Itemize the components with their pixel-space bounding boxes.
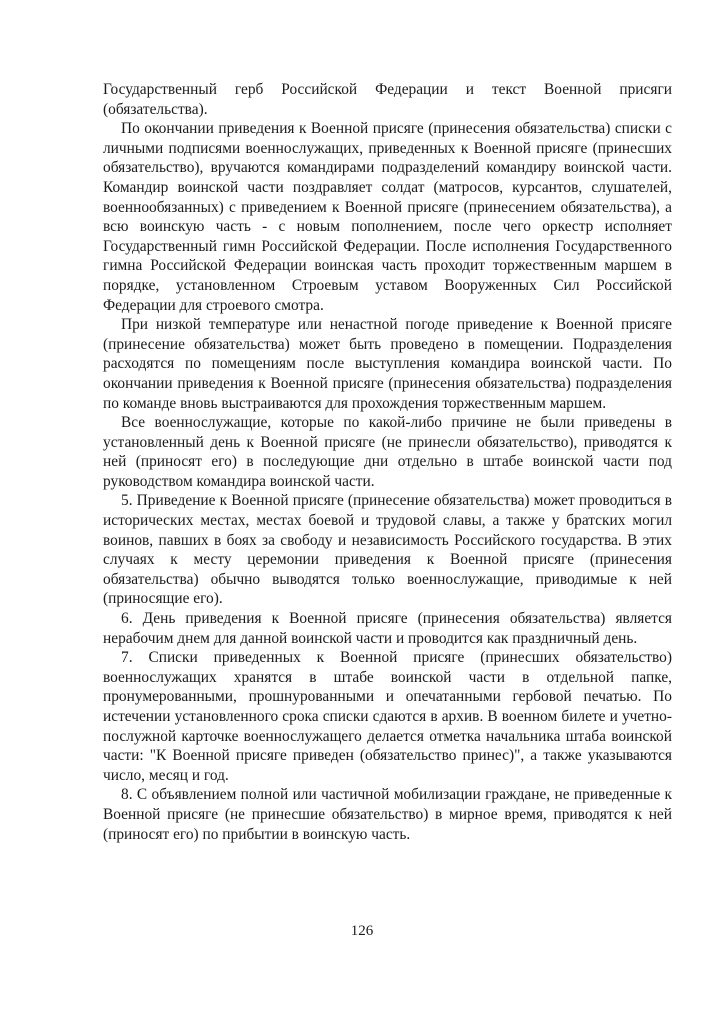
paragraph: При низкой температуре или ненастной погоде приведение к Военной присяге (принесение обязательства) может быть проведено в помещении. Подразделения расходятся по помещениям после выступления командира воинской части. По окончании приведения к Военной присяге (принесения обязательства) подразделения по команде вновь выстраиваются для прохождения торжественным маршем.	[103, 316, 672, 412]
paragraph: Все военнослужащие, которые по какой-либо причине не были приведены в установленный день к Военной присяге (не принесли обязательство), приводятся к ней (приносят его) в последующие дни отдельно в штабе воинской части под руководством командира воинской части.	[103, 414, 672, 490]
paragraph: По окончании приведения к Военной присяге (принесения обязательства) списки с личными подписями военнослужащих, приведенных к Военной присяге (принесших обязательство), вручаются командирами подразделений командиру воинской части. Командир воинской части поздравляет солдат (матросов, курсантов, слушателей, военнообязанных) с приведением к Военной присяге (принесением обязательства), а всю воинскую часть - с новым пополнением, после чего оркестр исполняет Государственный гимн Российской Федерации. После исполнения Государственного гимна Российской Федерации воинская часть проходит торжественным маршем в порядке, установленном Строевым уставом Вооруженных Сил Российской Федерации для строевого смотра.	[103, 120, 672, 314]
page-number: 126	[350, 923, 374, 939]
paragraph-item-8: 8. С объявлением полной или частичной мобилизации граждане, не приведенные к Военной присяге (не принесшие обязательство) в мирное время, приводятся к ней (приносят его) по прибытии в воинскую часть.	[103, 786, 672, 843]
paragraph-item-5: 5. Приведение к Военной присяге (принесение обязательства) может проводиться в исторических местах, местах боевой и трудовой славы, а также у братских могил воинов, павших в боях за свободу и независимость Российского государства. В этих случаях к месту церемонии приведения к Военной присяге (принесения обязательства) обычно выводятся только военнослужащие, приводимые к ней (приносящие его).	[103, 492, 672, 608]
paragraph-item-6: 6. День приведения к Военной присяге (принесения обязательства) является нерабочим днем для данной воинской части и проводится как праздничный день.	[103, 610, 672, 647]
paragraph-continuation: Государственный герб Российской Федерации и текст Военной присяги (обязательства).	[103, 81, 672, 118]
paragraph-item-7: 7. Списки приведенных к Военной присяге (принесших обязательство) военнослужащих хранятся в штабе воинской части в отдельной папке, пронумерованными, прошнурованными и опечатанными гербовой печатью. По истечении установленного срока списки сдаются в архив. В военном билете и учетно-послужной карточке военнослужащего делается отметка начальника штаба воинской части: "К Военной присяге приведен (обязательство принес)", а также указываются число, месяц и год.	[103, 649, 672, 784]
document-body	[103, 80, 672, 844]
